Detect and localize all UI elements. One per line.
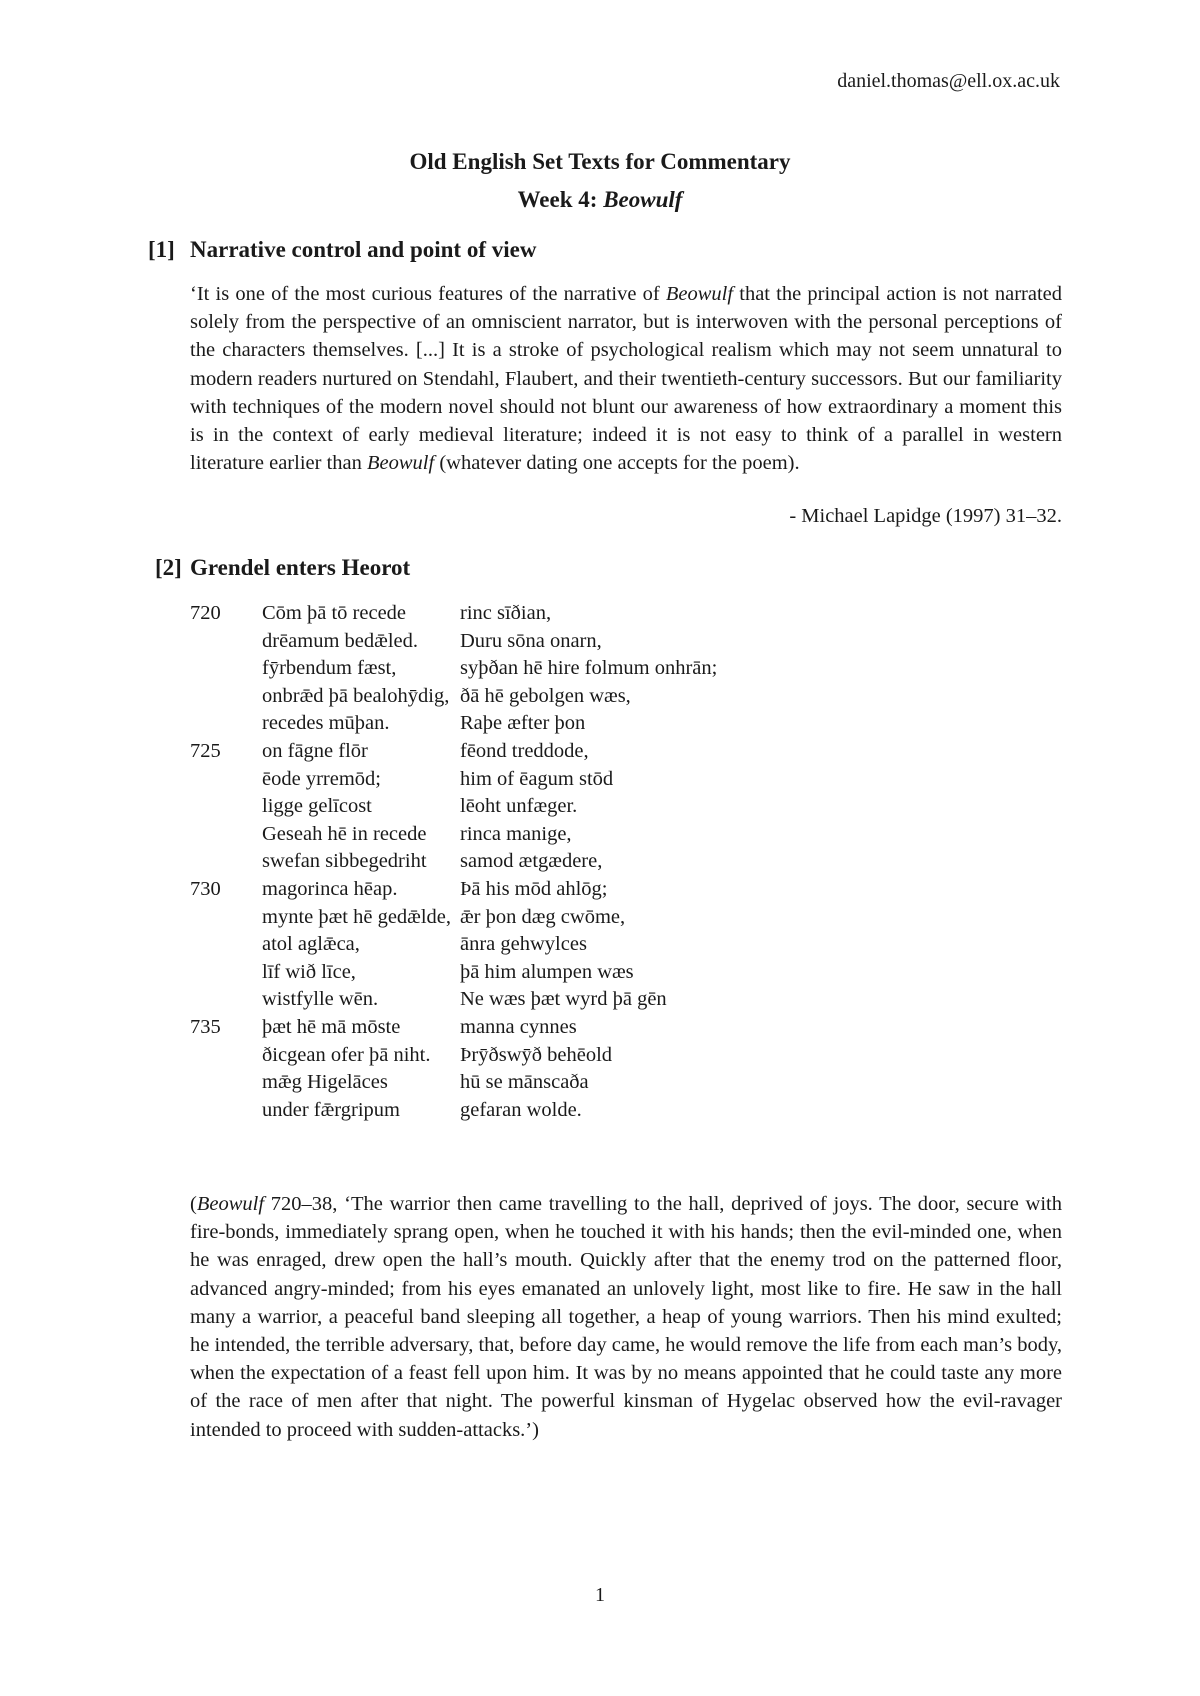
- poem-line: [190, 904, 990, 932]
- poem-line: [190, 738, 990, 766]
- translation-paragraph: [190, 1190, 1062, 1444]
- a-verse: ligge gelīcost: [262, 795, 372, 818]
- b-verse: Þā his mōd ahlōg;: [460, 877, 608, 900]
- b-verse: rinca manige,: [460, 822, 572, 845]
- poem-line: [190, 1042, 990, 1070]
- lapidge-quote: [190, 280, 1062, 477]
- poem-line: [190, 793, 990, 821]
- a-verse: onbrǣd þā bealohȳdig,: [262, 684, 450, 707]
- quote-italic-beowulf-2: Beowulf: [367, 452, 435, 475]
- b-verse: Þrȳðswȳð behēold: [460, 1043, 613, 1066]
- beowulf-excerpt: [190, 600, 990, 1124]
- author-email: daniel.thomas@ell.ox.ac.uk: [837, 70, 1060, 92]
- section-2-number: [2]: [155, 555, 182, 580]
- line-number: 725: [190, 739, 221, 762]
- b-verse: gefaran wolde.: [460, 1098, 582, 1121]
- subtitle-prefix: Week 4:: [517, 187, 604, 212]
- document-title-block: [0, 143, 1200, 219]
- a-verse: ēode yrremōd;: [262, 767, 381, 790]
- quote-attribution: - Michael Lapidge (1997) 31–32.: [789, 505, 1062, 527]
- a-verse: atol aglǣca,: [262, 933, 360, 956]
- poem-line: [190, 766, 990, 794]
- poem-line: [190, 710, 990, 738]
- a-verse: swefan sibbegedriht: [262, 850, 427, 873]
- b-verse: Ne wæs þæt wyrd þā gēn: [460, 988, 667, 1011]
- poem-line: [190, 1097, 990, 1125]
- quote-text-3: (whatever dating one accepts for the poem).: [434, 452, 800, 475]
- b-verse: ānra gehwylces: [460, 933, 587, 956]
- poem-line: [190, 600, 990, 628]
- a-verse: ðicgean ofer þā niht.: [262, 1043, 431, 1066]
- subtitle-work-title: Beowulf: [603, 187, 683, 212]
- a-verse: magorinca hēap.: [262, 877, 398, 900]
- poem-line: [190, 959, 990, 987]
- line-number: 720: [190, 602, 221, 624]
- poem-line: [190, 986, 990, 1014]
- a-verse: Geseah hē in recede: [262, 822, 427, 845]
- a-verse: under fǣrgripum: [262, 1098, 400, 1121]
- a-verse: drēamum bedǣled.: [262, 629, 418, 652]
- quote-text-1: ‘It is one of the most curious features of the narrative of: [190, 283, 666, 305]
- quote-text-2: that the principal action is not narrated solely from the perspective of an omniscient narrator, but is interwoven with the personal perceptions of the characters themselves. [...] It is a stroke of psychological realism which may not seem unnatural to modern readers nurtured on Stendahl, Flaubert, and their twentieth-century successors. But our familiarity with techniques of the modern novel should not blunt our awareness of how extraordinary a moment this is in the context of early medieval literature; indeed it is not easy to think of a parallel in western literature earlier than: [190, 283, 1063, 475]
- b-verse: ǣr þon dæg cwōme,: [460, 905, 626, 928]
- page-number: 1: [595, 1584, 605, 1606]
- line-number: 730: [190, 877, 221, 900]
- b-verse: fēond treddode,: [460, 739, 589, 762]
- section-2-title: Grendel enters Heorot: [190, 555, 411, 580]
- section-1-number: [1]: [148, 237, 175, 262]
- poem-line: [190, 683, 990, 711]
- b-verse: Duru sōna onarn,: [460, 629, 602, 652]
- document-title: Old English Set Texts for Commentary: [409, 149, 791, 174]
- b-verse: syþðan hē hire folmum onhrān;: [460, 657, 718, 680]
- quote-italic-beowulf-1: Beowulf: [665, 283, 734, 305]
- poem-line: [190, 628, 990, 656]
- b-verse: Raþe æfter þon: [460, 712, 586, 735]
- a-verse: on fāgne flōr: [262, 739, 368, 762]
- poem-line: [190, 848, 990, 876]
- a-verse: fȳrbendum fæst,: [262, 657, 397, 680]
- b-verse: lēoht unfæger.: [460, 795, 578, 818]
- b-verse: manna cynnes: [460, 1015, 577, 1038]
- section-1-heading: [148, 237, 536, 263]
- a-verse: wistfylle wēn.: [262, 988, 379, 1011]
- poem-line: [190, 1069, 990, 1097]
- b-verse: rinc sīðian,: [460, 602, 552, 624]
- translation-open-paren: (: [190, 1193, 197, 1215]
- a-verse: Cōm þā tō recede: [262, 602, 407, 624]
- line-number: 735: [190, 1015, 221, 1038]
- section-2-heading: [155, 555, 410, 581]
- a-verse: līf wið līce,: [262, 960, 356, 983]
- poem-line: [190, 655, 990, 683]
- translation-text: 720–38, ‘The warrior then came travelling to the hall, deprived of joys. The door, secure with fire-bonds, immediately sprang open, when he touched it with his hands; then the evil-minded one, when he was enraged, drew open the hall’s mouth. Quickly after that the enemy trod on the patterned floor, advanced angry-minded; from his eyes emanated an unlovely light, most like to fire. He saw in the hall many a warrior, a peaceful band sleeping all together, a heap of young warriors. Then his mind exulted; he intended, the terrible adversary, that, before day came, he would remove the life from each man’s body, when the expectation of a feast fell upon him. It was by no means appointed that he could taste any more of the race of men after that night. The powerful kinsman of Hygelac observed how the evil-ravager intended to proceed with sudden-attacks.’): [190, 1193, 1062, 1441]
- poem-line: [190, 821, 990, 849]
- translation-italic-beowulf: Beowulf: [196, 1193, 265, 1215]
- poem-line: [190, 876, 990, 904]
- a-verse: mynte þæt hē gedǣlde,: [262, 905, 452, 928]
- section-1-title: Narrative control and point of view: [190, 237, 537, 262]
- b-verse: þā him alumpen wæs: [460, 960, 634, 983]
- b-verse: him of ēagum stōd: [460, 767, 614, 790]
- a-verse: mǣg Higelāces: [262, 1071, 388, 1094]
- poem-line: [190, 931, 990, 959]
- poem-line: [190, 1014, 990, 1042]
- b-verse: hū se mānscaða: [460, 1071, 589, 1094]
- a-verse: þæt hē mā mōste: [262, 1015, 401, 1038]
- a-verse: recedes mūþan.: [262, 712, 390, 735]
- document-subtitle: [0, 181, 1200, 219]
- b-verse: ðā hē gebolgen wæs,: [460, 684, 631, 707]
- b-verse: samod ætgædere,: [460, 850, 603, 873]
